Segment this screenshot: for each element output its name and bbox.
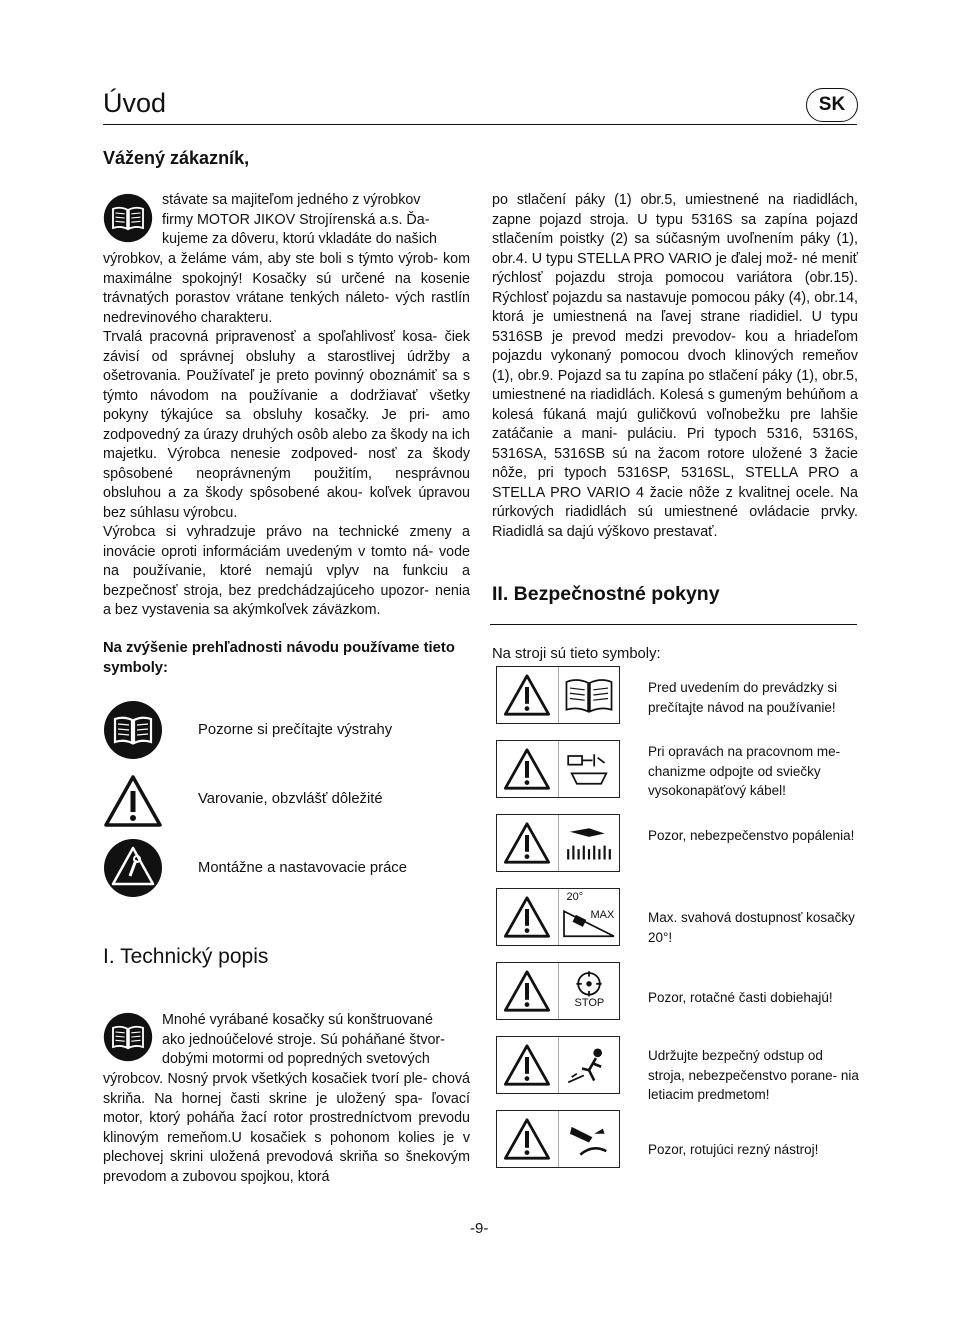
open-book-icon xyxy=(563,675,615,715)
symbol-rotating-parts-text: Pozor, rotačné časti dobiehajú! xyxy=(648,990,833,1005)
intro-paragraph: Výrobca si vyhradzuje právo na technické zmeny a inovácie oproti informáciám uvedeným v tomto ná- vode na používanie, ktoré nemajú vplyv na funkciu a bezpečnosť stroja, bez predchádzajúceho upozor- nenia a bez vystavenia sa akýmkoľvek záväzkom. xyxy=(103,524,470,618)
safety-symbols-intro: Na stroji sú tieto symboly: xyxy=(492,646,661,662)
spark-plug-icon xyxy=(563,747,615,791)
symbol-burn-hazard xyxy=(496,814,620,872)
intro-line: firmy MOTOR JIKOV Strojírenská a.s. Ďa- xyxy=(162,211,430,228)
warning-icon xyxy=(503,673,551,717)
page-number: -9- xyxy=(470,1220,489,1237)
right-column-text xyxy=(492,191,858,542)
symbol-flying-objects-text: Udržujte bezpečný odstup od stroja, nebezpečenstvo porane- nia letiacim predmetom! xyxy=(648,1048,859,1102)
symbol-max-slope-text: Max. svahová dostupnosť kosačky 20°! xyxy=(648,910,855,945)
title-divider xyxy=(103,124,857,125)
legend-label-warning: Varovanie, obzvlášť dôležité xyxy=(198,791,383,807)
technical-body xyxy=(103,1070,470,1187)
legend-label-read: Pozorne si prečítajte výstrahy xyxy=(198,722,393,738)
thrown-object-icon xyxy=(563,1042,615,1088)
symbol-burn-hazard-text: Pozor, nebezpečenstvo popálenia! xyxy=(648,828,855,843)
technical-paragraph: výrobcov. Nosný prvok všetkých kosačiek tvorí ple- chová skriňa. Na hornej časti skrine je uložený spa- ľovací motor, ktorý poháňa žací rotor prostredníctvom prevodu klinovým remeňom.U kosačiek s pohonom kolies je v plechovej skrini uložená prevodová skriňa so šnekovým prevodom a zubovou spojkou, ktorá xyxy=(103,1071,470,1185)
warning-icon xyxy=(503,895,551,939)
slope-angle: 20° xyxy=(566,891,584,903)
symbols-heading: Na zvýšenie prehľadnosti návodu používame tieto symboly: xyxy=(103,640,455,676)
symbol-read-manual-text: Pred uvedením do prevádzky si prečítajte návod na používanie! xyxy=(648,680,838,715)
intro-line: kujeme za dôveru, ktorú vkladáte do našich xyxy=(162,231,437,247)
symbol-read-manual xyxy=(496,666,620,724)
intro-paragraph: výrobkov, a želáme vám, aby ste boli s týmto výrob- kom maximálne spokojný! Kosačky sú určené na kosenie trávnatých porastov vrátane tenkých náleto- vých rastlín nedrevinového charakteru. xyxy=(103,251,470,326)
legend-label-assembly: Montážne a nastavovacie práce xyxy=(198,860,407,876)
warning-icon xyxy=(503,969,551,1013)
symbol-rotating-parts xyxy=(496,962,620,1020)
warning-icon xyxy=(103,774,163,828)
hot-surface-icon xyxy=(563,821,615,865)
warning-icon xyxy=(503,747,551,791)
wrench-icon xyxy=(103,838,163,898)
book-icon xyxy=(103,1012,153,1062)
intro-body xyxy=(103,250,470,621)
stop-label: STOP xyxy=(574,997,605,1009)
symbol-flying-objects xyxy=(496,1036,620,1094)
page-title: Úvod xyxy=(103,88,167,118)
technical-line: dobými motormi od popredných svetových xyxy=(162,1051,430,1067)
safety-divider xyxy=(490,624,857,625)
safety-heading: II. Bezpečnostné pokyny xyxy=(492,583,720,605)
symbol-cutting-tool-text: Pozor, rotujúci rezný nástroj! xyxy=(648,1142,819,1157)
book-icon xyxy=(103,700,163,760)
blade-hand-icon xyxy=(563,1116,615,1162)
intro-paragraph: Trvalá pracovná pripravenosť a spoľahlivosť kosa- čiek závisí od správnej obsluhy a starostlivej údržby a ošetrovania. Používateľ je preto povinný oboznámiť sa s týmto návodom na používanie a dodržiavať všetky pokyny týkajúce sa obsluhy kosačky. Je pri- amo zodpovedný za úrazy druhých osôb alebo za škody na ich majetku. Výrobca nenesie zodpoved- nosť za škody spôsobené neoprávneným použitím, nesprávnou obsluhou a za škody spôsobené akou- koľvek úpravou bez súhlasu výrobcu. xyxy=(103,329,470,521)
symbol-max-slope xyxy=(496,888,620,946)
technical-heading: I. Technický popis xyxy=(103,945,269,968)
greeting: Vážený zákazník, xyxy=(103,148,250,168)
symbol-disconnect-spark-text: Pri opravách na pracovnom me- chanizme odpojte od sviečky vysokonapäťový kábel! xyxy=(648,744,841,798)
book-icon xyxy=(103,193,153,243)
language-badge: SK xyxy=(806,88,858,122)
right-paragraph: po stlačení páky (1) obr.5, umiestnené na riadidlách, zapne pojazd stroja. U typu 5316S sa zapína pojazd stlačením poistky (2) sa súčasným uvoľnením páky (1), obr.4. U typu STELLA PRO VARIO je ďalej mož- né meniť rýchlosť pojazdu stroja pomocou variátora (obr.15). Rýchlosť pojazdu sa nastavuje pomocou páky (4), obr.14, ktorá je umiestnená na ľavej strane riadidiel. U typu 5316SB je prevod medzi prevodov- kou a hriadeľom pojazdu vykonaný pomocou dvoch klinových remeňov (1), obr.9. Pojazd sa tu zapína po stlačení páky (1), obr.5, umiestnené na riadidlách. Kolesá s gumeným behúňom a kolesá fúkaná majú guličkovú voľnobežku pre lahšie zatáčanie a mani- puláciu. Pri typoch 5316, 5316S, 5316SA, 5316SB sú na žacom rotore uložené 3 žacie nôže, pri typoch 5316SP, 5316SL, STELLA PRO a STELLA PRO VARIO 4 žacie nôže z kvalitnej ocele. Na rúrkových riadidlách sú umiestnené ovládacie prvky. Riadidlá sa dajú výškovo prestavať. xyxy=(492,192,858,540)
intro-lead xyxy=(162,191,470,250)
symbol-cutting-tool xyxy=(496,1110,620,1168)
warning-icon xyxy=(503,1117,551,1161)
symbol-disconnect-spark xyxy=(496,740,620,798)
slope-max: MAX xyxy=(590,909,615,921)
warning-icon xyxy=(503,1043,551,1087)
technical-line: ako jednoúčelové stroje. Sú poháňané štvor- xyxy=(162,1031,445,1048)
technical-lead xyxy=(162,1011,470,1070)
technical-line: Mnohé vyrábané kosačky sú konštruované xyxy=(162,1012,433,1028)
warning-icon xyxy=(503,821,551,865)
intro-line: stávate sa majiteľom jedného z výrobkov xyxy=(162,192,421,208)
